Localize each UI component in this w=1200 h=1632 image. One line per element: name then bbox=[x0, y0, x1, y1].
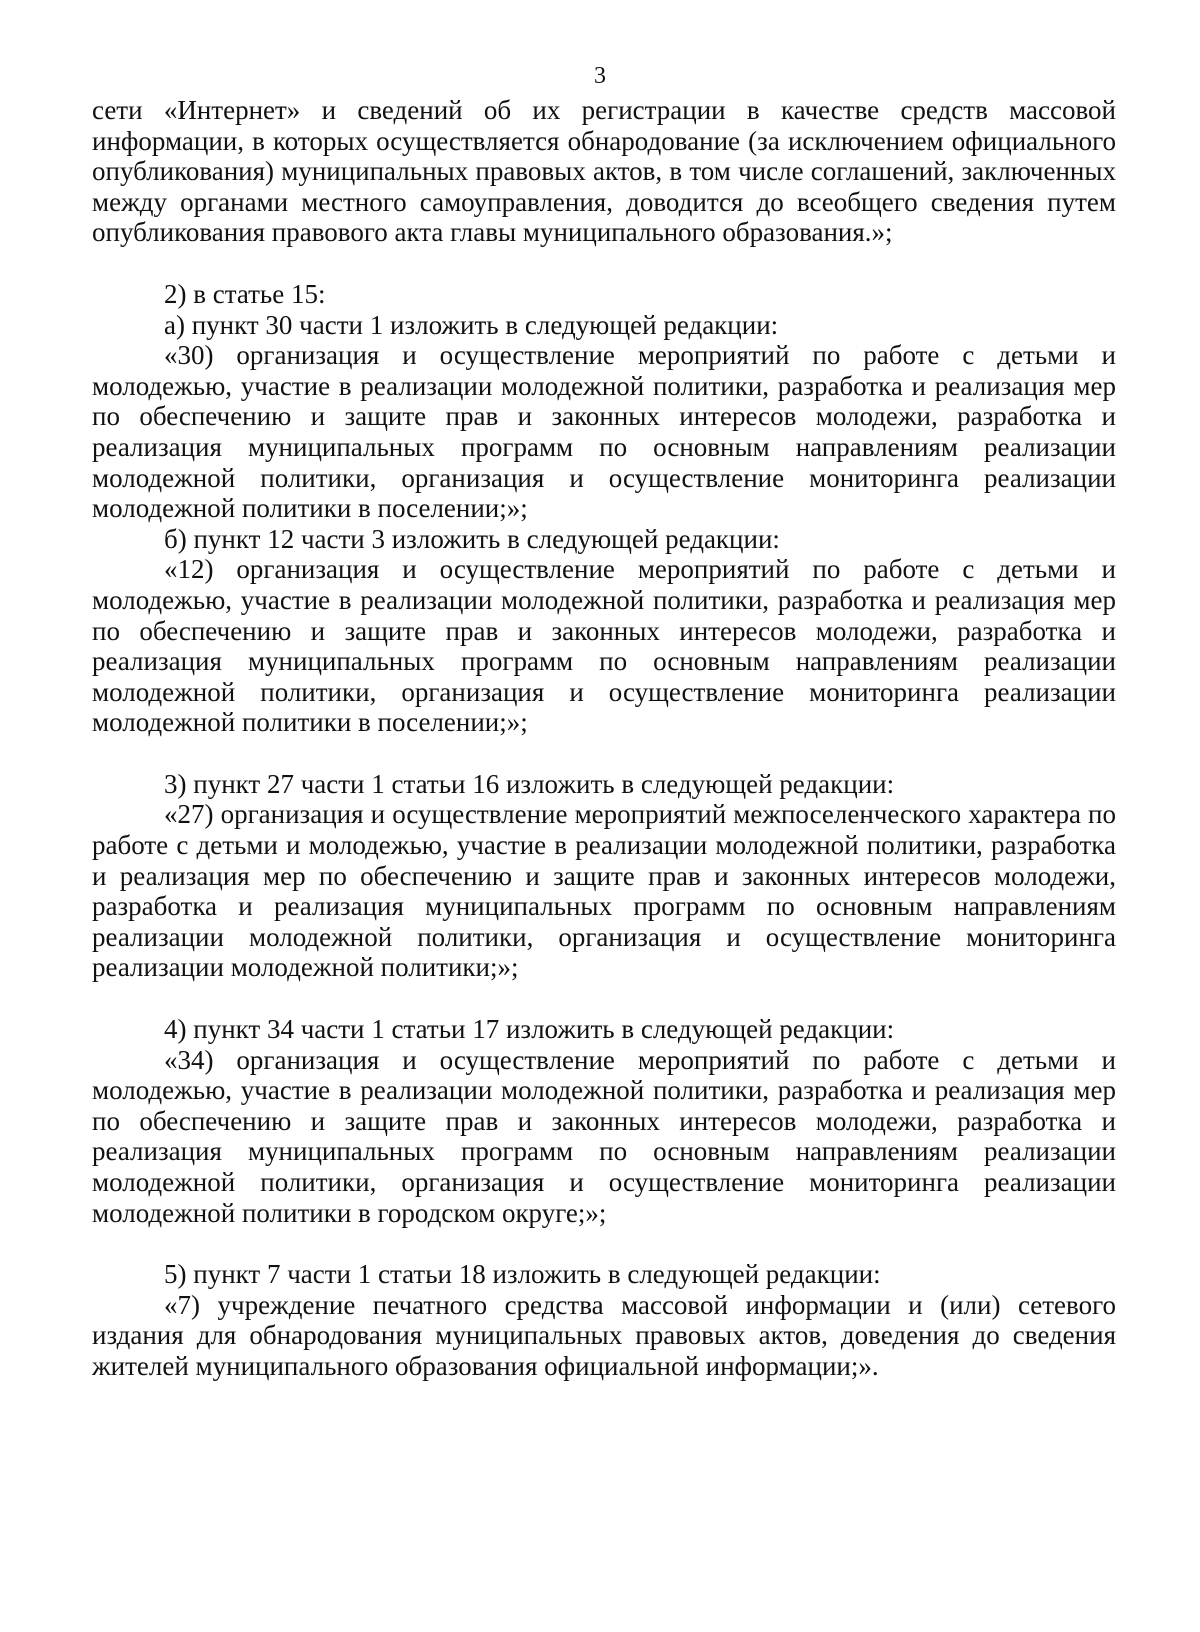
paragraph-continuation: сети «Интернет» и сведений об их регистрации в качестве средств массовой информации, в которых осуществляется обнародование (за исключением официального опубликования) муниципальных правовых актов, в том числе соглашений, заключенных между органами местного самоуправления, доводится до всеобщего сведения путем опубликования правового акта главы муниципального образования.»; bbox=[92, 95, 1116, 248]
paragraph-subitem-b: б) пункт 12 части 3 изложить в следующей редакции: bbox=[164, 523, 780, 554]
paragraph-gap bbox=[92, 983, 1116, 1014]
paragraph-item-3-heading: 3) пункт 27 части 1 статьи 16 изложить в следующей редакции: bbox=[164, 768, 895, 799]
paragraph-quote-7: «7) учреждение печатного средства массовой информации и (или) сетевого издания для обнародования муниципальных правовых актов, доведения до сведения жителей муниципального образования официальной информации;». bbox=[92, 1289, 1116, 1381]
paragraph-quote-27: «27) организация и осуществление мероприятий межпоселенческого характера по работе с детьми и молодежью, участие в реализации молодежной политики, разработка и реализация мер по обеспечению и защите прав и законных интересов молодежи, разработка и реализация муниципальных программ по основным направлениям реализации молодежной политики, организация и осуществление мониторинга реализации молодежной политики;»; bbox=[92, 799, 1116, 983]
paragraph-gap bbox=[92, 248, 1116, 279]
paragraph-item-5-heading: 5) пункт 7 части 1 статьи 18 изложить в следующей редакции: bbox=[164, 1259, 881, 1290]
paragraph-gap bbox=[92, 738, 1116, 769]
page-number: 3 bbox=[594, 63, 606, 89]
paragraph-quote-12: «12) организация и осуществление мероприятий по работе с детьми и молодежью, участие в реализации молодежной политики, разработка и реализация мер по обеспечению и защите прав и законных интересов молодежи, разработка и реализация муниципальных программ по основным направлениям реализации молодежной политики, организация и осуществление мониторинга реализации молодежной политики в поселении;»; bbox=[92, 554, 1116, 738]
document-body bbox=[92, 95, 1116, 1382]
paragraph-item-4-heading: 4) пункт 34 части 1 статьи 17 изложить в следующей редакции: bbox=[164, 1014, 895, 1045]
paragraph-gap bbox=[92, 1228, 1116, 1259]
paragraph-subitem-a: а) пункт 30 части 1 изложить в следующей редакции: bbox=[164, 309, 779, 340]
paragraph-quote-30: «30) организация и осуществление мероприятий по работе с детьми и молодежью, участие в реализации молодежной политики, разработка и реализация мер по обеспечению и защите прав и законных интересов молодежи, разработка и реализация муниципальных программ по основным направлениям реализации молодежной политики, организация и осуществление мониторинга реализации молодежной политики в поселении;»; bbox=[92, 340, 1116, 524]
paragraph-item-2-heading: 2) в статье 15: bbox=[164, 278, 326, 309]
paragraph-quote-34: «34) организация и осуществление мероприятий по работе с детьми и молодежью, участие в реализации молодежной политики, разработка и реализация мер по обеспечению и защите прав и законных интересов молодежи, разработка и реализация муниципальных программ по основным направлениям реализации молодежной политики, организация и осуществление мониторинга реализации молодежной политики в городском округе;»; bbox=[92, 1044, 1116, 1228]
